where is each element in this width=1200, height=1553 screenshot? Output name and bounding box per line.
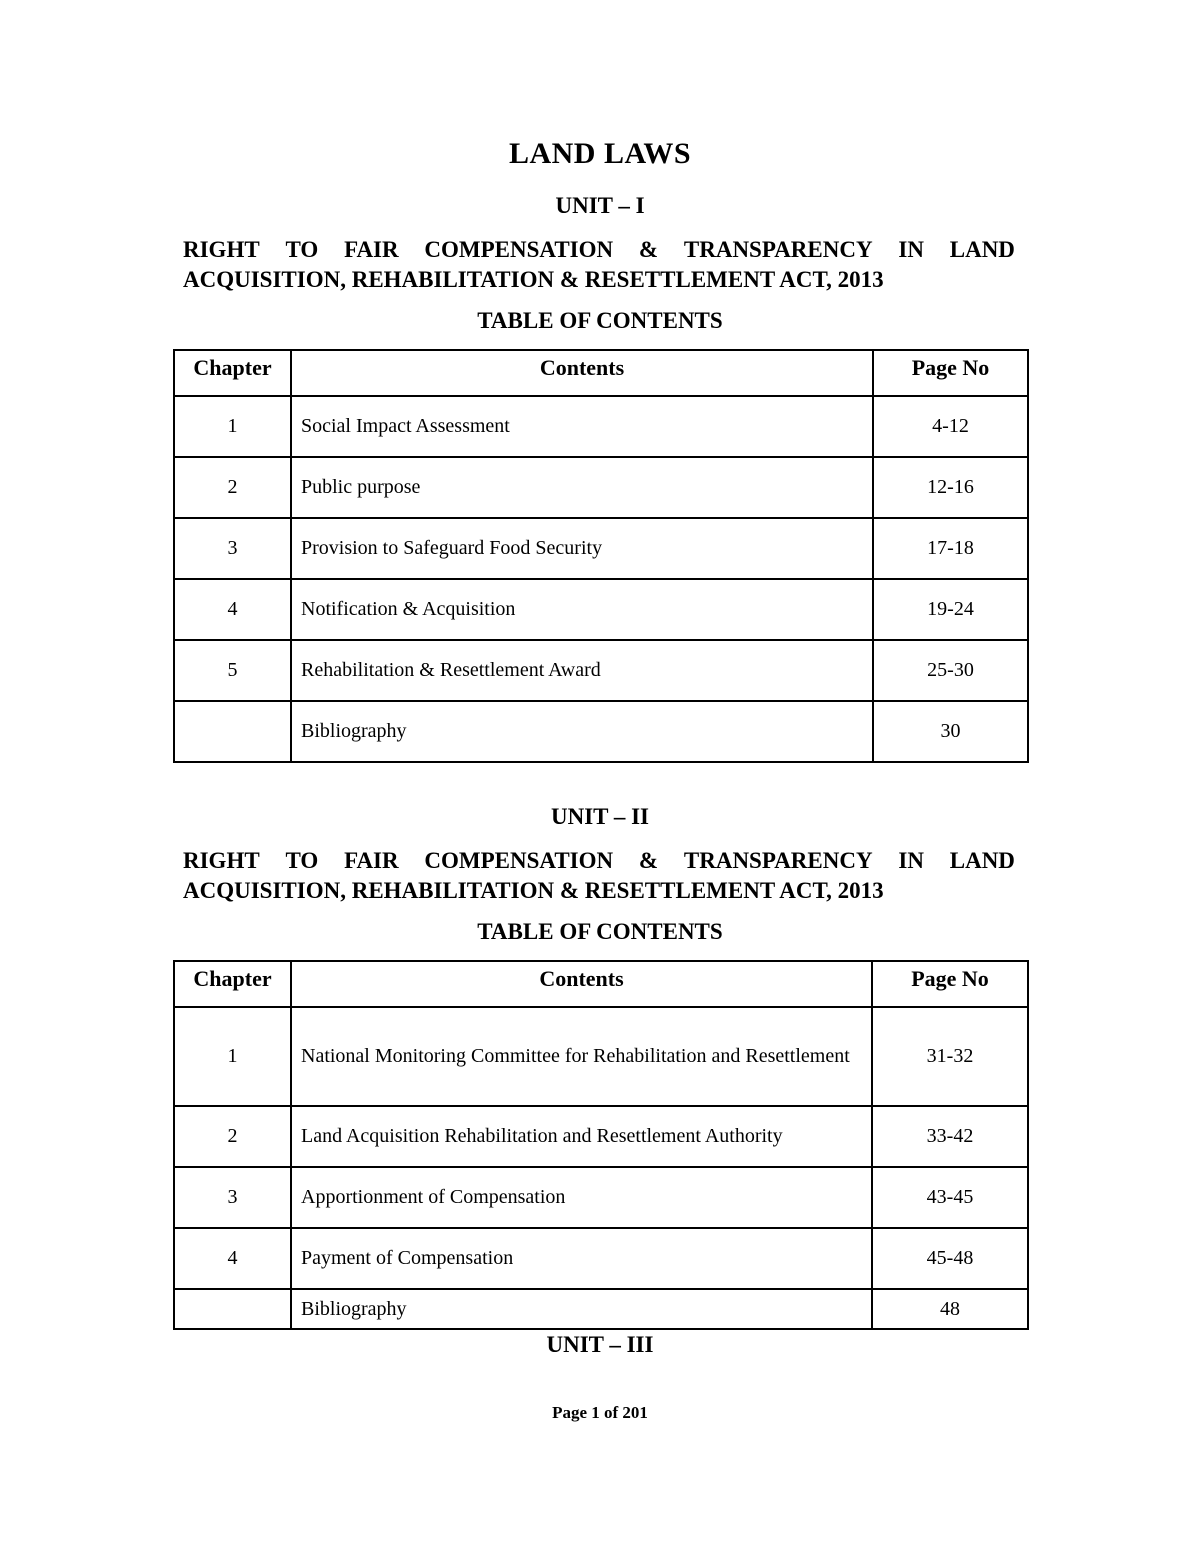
unit-1-act-title-line-2: ACQUISITION, REHABILITATION & RESETTLEMENT ACT, 2013 xyxy=(183,267,884,292)
table-row xyxy=(174,1167,1028,1228)
chapter-cell: 4 xyxy=(174,579,291,640)
chapter-cell xyxy=(174,701,291,762)
unit-1-toc-heading: TABLE OF CONTENTS xyxy=(477,308,723,333)
chapter-cell: 2 xyxy=(174,1106,291,1167)
page-cell: 48 xyxy=(872,1289,1028,1329)
table-row xyxy=(174,1228,1028,1289)
table-row xyxy=(174,1106,1028,1167)
contents-cell: Public purpose xyxy=(291,457,873,518)
page-cell: 33-42 xyxy=(872,1106,1028,1167)
unit-1-heading: UNIT – I xyxy=(555,193,645,218)
act-word: TRANSPARENCY xyxy=(683,237,873,262)
table-row xyxy=(174,457,1028,518)
contents-cell: Payment of Compensation xyxy=(291,1228,872,1289)
chapter-cell: 3 xyxy=(174,1167,291,1228)
unit-3-heading: UNIT – III xyxy=(546,1332,654,1357)
act-word: & xyxy=(638,237,659,262)
act-word: TO xyxy=(285,237,319,262)
table-header-row xyxy=(174,961,1028,1007)
chapter-cell: 4 xyxy=(174,1228,291,1289)
chapter-cell: 5 xyxy=(174,640,291,701)
chapter-cell: 1 xyxy=(174,1007,291,1106)
document-title: LAND LAWS xyxy=(508,137,692,170)
unit-2-toc-table xyxy=(173,960,1029,1330)
act-word: TO xyxy=(285,848,319,873)
contents-cell: Social Impact Assessment xyxy=(291,396,873,457)
unit-1-act-title xyxy=(183,235,1015,295)
table-row xyxy=(174,579,1028,640)
column-header-chapter: Chapter xyxy=(174,350,291,396)
act-word: COMPENSATION xyxy=(424,848,614,873)
column-header-page-no: Page No xyxy=(872,961,1028,1007)
act-word: LAND xyxy=(949,237,1015,262)
contents-cell: Bibliography xyxy=(291,701,873,762)
table-row xyxy=(174,640,1028,701)
chapter-cell: 2 xyxy=(174,457,291,518)
page-cell: 30 xyxy=(873,701,1028,762)
unit-2-heading: UNIT – II xyxy=(551,804,649,829)
column-header-contents: Contents xyxy=(291,961,872,1007)
act-word: COMPENSATION xyxy=(424,237,614,262)
unit-2-act-title xyxy=(183,846,1015,906)
chapter-cell: 1 xyxy=(174,396,291,457)
act-word: RIGHT xyxy=(183,237,260,262)
act-word: IN xyxy=(898,848,924,873)
unit-1-toc-table xyxy=(173,349,1029,763)
act-word: FAIR xyxy=(344,237,399,262)
act-word: LAND xyxy=(949,848,1015,873)
act-word: RIGHT xyxy=(183,848,260,873)
act-word: FAIR xyxy=(344,848,399,873)
page-cell: 12-16 xyxy=(873,457,1028,518)
contents-cell: Rehabilitation & Resettlement Award xyxy=(291,640,873,701)
table-row xyxy=(174,518,1028,579)
contents-cell: Notification & Acquisition xyxy=(291,579,873,640)
act-word: & xyxy=(638,848,659,873)
table-row xyxy=(174,396,1028,457)
column-header-chapter: Chapter xyxy=(174,961,291,1007)
page-cell: 31-32 xyxy=(872,1007,1028,1106)
column-header-page-no: Page No xyxy=(873,350,1028,396)
page-number-footer: Page 1 of 201 xyxy=(552,1403,648,1422)
contents-cell: Land Acquisition Rehabilitation and Resettlement Authority xyxy=(291,1106,872,1167)
chapter-cell: 3 xyxy=(174,518,291,579)
page-cell: 4-12 xyxy=(873,396,1028,457)
unit-2-act-title-line-2: ACQUISITION, REHABILITATION & RESETTLEMENT ACT, 2013 xyxy=(183,878,884,903)
contents-cell: Bibliography xyxy=(291,1289,872,1329)
contents-cell: National Monitoring Committee for Rehabilitation and Resettlement xyxy=(291,1007,872,1106)
table-row xyxy=(174,1289,1028,1329)
column-header-contents: Contents xyxy=(291,350,873,396)
unit-2-act-title-line-1 xyxy=(183,846,1015,876)
chapter-cell xyxy=(174,1289,291,1329)
contents-cell: Provision to Safeguard Food Security xyxy=(291,518,873,579)
table-header-row xyxy=(174,350,1028,396)
table-row xyxy=(174,701,1028,762)
page-cell: 19-24 xyxy=(873,579,1028,640)
table-row xyxy=(174,1007,1028,1106)
unit-2-toc-heading: TABLE OF CONTENTS xyxy=(477,919,723,944)
act-word: IN xyxy=(898,237,924,262)
unit-1-act-title-line-1 xyxy=(183,235,1015,265)
contents-cell: Apportionment of Compensation xyxy=(291,1167,872,1228)
act-word: TRANSPARENCY xyxy=(683,848,873,873)
page-cell: 45-48 xyxy=(872,1228,1028,1289)
page-cell: 43-45 xyxy=(872,1167,1028,1228)
page-cell: 17-18 xyxy=(873,518,1028,579)
page-cell: 25-30 xyxy=(873,640,1028,701)
